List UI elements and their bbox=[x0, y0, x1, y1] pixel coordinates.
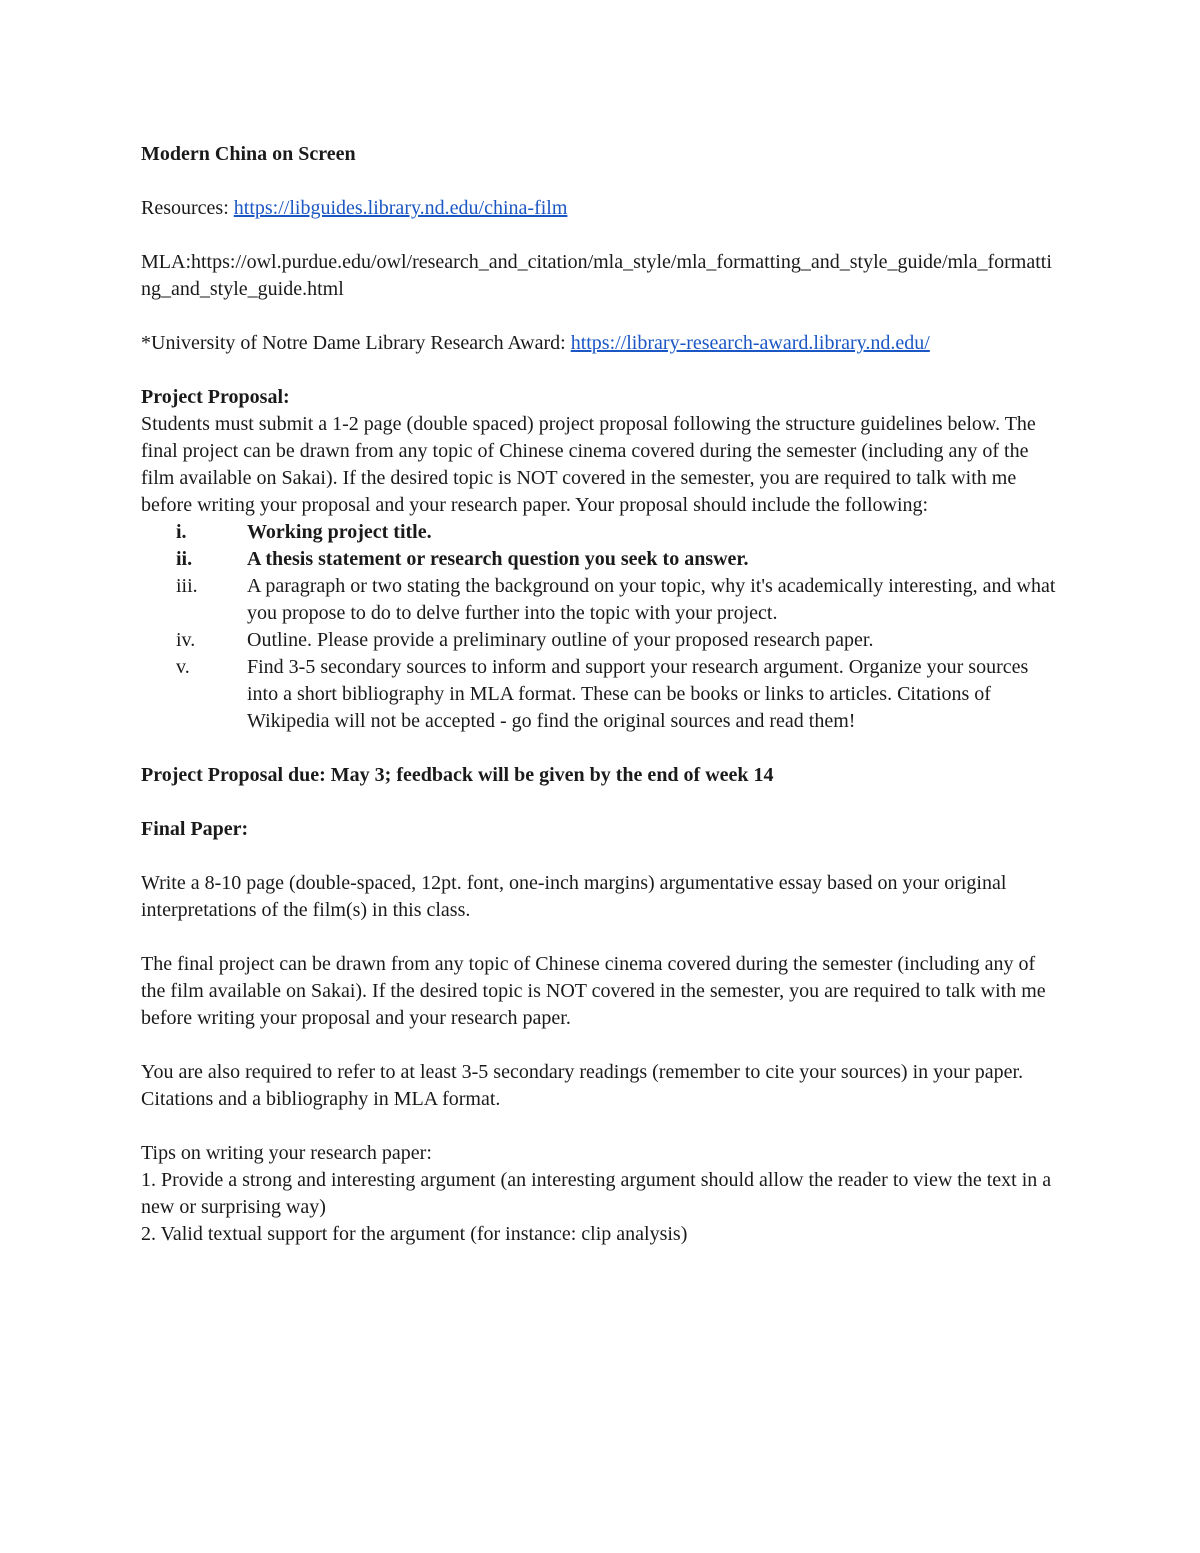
list-item-number: v. bbox=[176, 656, 190, 678]
award-link[interactable]: https://library-research-award.library.nd.edu/ bbox=[570, 332, 930, 354]
list-item-number: ii. bbox=[176, 548, 193, 570]
mla-line bbox=[141, 249, 1059, 303]
proposal-requirements-list bbox=[141, 519, 1059, 735]
final-paper-heading: Final Paper: bbox=[141, 818, 249, 840]
document-title: Modern China on Screen bbox=[141, 143, 356, 165]
mla-url: https://owl.purdue.edu/owl/research_and_citation/mla_style/mla_formatting_and_style_guide/mla_formatting_and_style_guide.html bbox=[141, 251, 1052, 300]
list-item-text: A thesis statement or research question you seek to answer. bbox=[247, 548, 749, 570]
list-item-text: A paragraph or two stating the background on your topic, why it's academically interesting, and what you propose to do to delve further into the topic with your project. bbox=[247, 575, 1056, 624]
list-item-number: iii. bbox=[176, 575, 198, 597]
final-paper-citations-note: Citations and a bibliography in MLA format. bbox=[141, 1088, 501, 1110]
award-label: *University of Notre Dame Library Research Award: bbox=[141, 332, 571, 354]
tip-item: 2. Valid textual support for the argument (for instance: clip analysis) bbox=[141, 1223, 688, 1245]
final-paper-description: Write a 8-10 page (double-spaced, 12pt. font, one-inch margins) argumentative essay based on your original interpretations of the film(s) in this class. bbox=[141, 872, 1007, 921]
list-item-text: Working project title. bbox=[247, 521, 432, 543]
resources-link[interactable]: https://libguides.library.nd.edu/china-film bbox=[233, 197, 568, 219]
final-paper-topic-note: The final project can be drawn from any topic of Chinese cinema covered during the semester (including any of the film available on Sakai). If the desired topic is NOT covered in the semester, you are required to talk with me before writing your proposal and your research paper. bbox=[141, 953, 1046, 1029]
tip-item: 1. Provide a strong and interesting argument (an interesting argument should allow the reader to view the text in a new or surprising way) bbox=[141, 1169, 1052, 1218]
list-item bbox=[141, 573, 1059, 627]
resources-label: Resources: bbox=[141, 197, 234, 219]
proposal-heading: Project Proposal: bbox=[141, 386, 290, 408]
mla-label: MLA: bbox=[141, 251, 191, 273]
tips-heading: Tips on writing your research paper: bbox=[141, 1142, 432, 1164]
list-item-number: i. bbox=[176, 521, 187, 543]
list-item-text: Outline. Please provide a preliminary outline of your proposed research paper. bbox=[247, 629, 874, 651]
list-item bbox=[141, 546, 1059, 573]
list-item-text: Find 3-5 secondary sources to inform and support your research argument. Organize your sources into a short bibliography in MLA format. These can be books or links to articles. Citations of Wikipedia will not be accepted - go find the original sources and read them! bbox=[247, 656, 1029, 732]
list-item bbox=[141, 627, 1059, 654]
list-item bbox=[141, 519, 1059, 546]
list-item bbox=[141, 654, 1059, 735]
proposal-intro: Students must submit a 1-2 page (double spaced) project proposal following the structure guidelines below. The final project can be drawn from any topic of Chinese cinema covered during the semester (including any of the film available on Sakai). If the desired topic is NOT covered in the semester, you are required to talk with me before writing your proposal and your research paper. Your proposal should include the following: bbox=[141, 413, 1036, 516]
final-paper-readings-note: You are also required to refer to at least 3-5 secondary readings (remember to cite your sources) in your paper. bbox=[141, 1061, 1024, 1083]
document-page bbox=[141, 141, 1059, 1248]
award-line bbox=[141, 330, 1059, 357]
list-item-number: iv. bbox=[176, 629, 196, 651]
resources-line bbox=[141, 195, 1059, 222]
proposal-due-date: Project Proposal due: May 3; feedback will be given by the end of week 14 bbox=[141, 764, 774, 786]
